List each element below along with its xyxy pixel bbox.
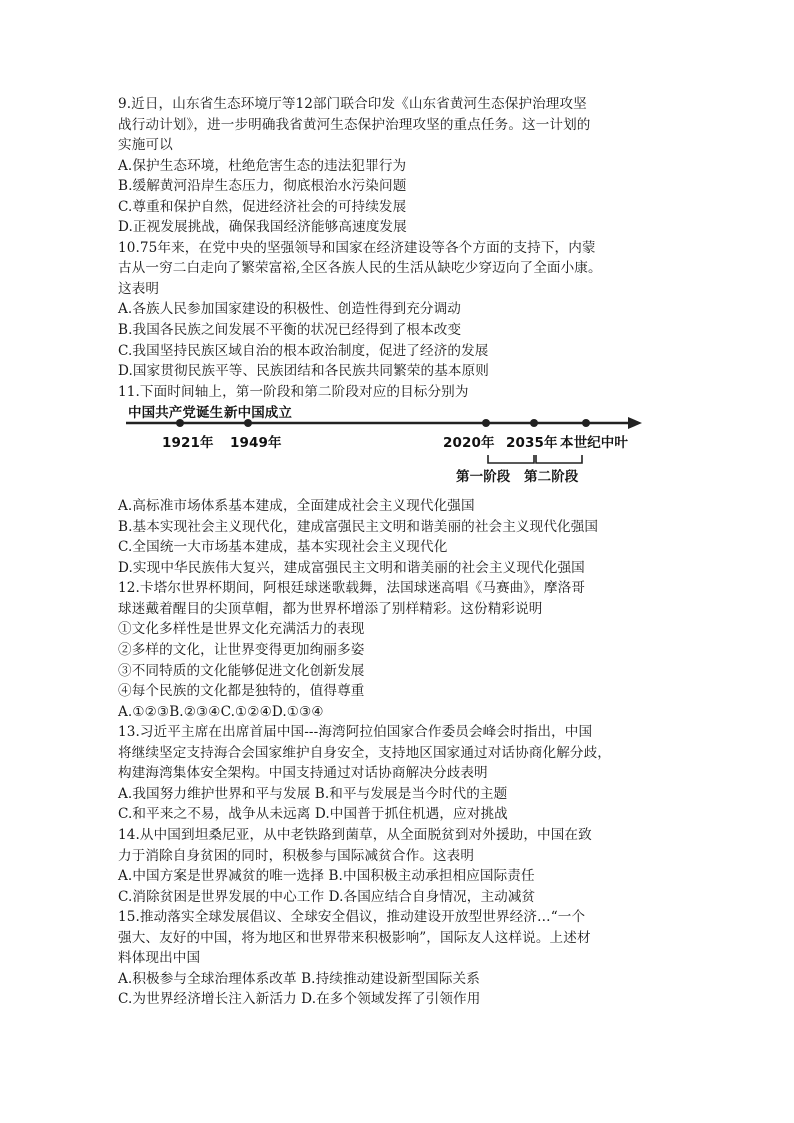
question-stem-line: 14.从中国到坦桑尼亚，从中老铁路到菌草，从全面脱贫到对外援助，中国在致 — [118, 826, 592, 843]
option-a: A.保护生态环境，杜绝危害生态的违法犯罪行为 — [118, 157, 407, 174]
option-d: D.国家贯彻民族平等、民族团结和各民族共同繁荣的基本原则 — [118, 363, 489, 380]
year-1949: 1949年 — [230, 435, 282, 452]
option-a: A.高标准市场体系基本建成，全面建成社会主义现代化强国 — [118, 498, 475, 515]
label-prc-founding: 新中国成立 — [224, 405, 292, 422]
question-10 — [118, 238, 678, 382]
arrow-head-icon — [628, 417, 642, 429]
year-2035: 2035年 — [506, 435, 558, 452]
year-1921: 1921年 — [162, 435, 214, 452]
statement-3: ③不同特质的文化能够促进文化创新发展 — [118, 662, 365, 679]
option-b: B.基本实现社会主义现代化，建成富强民主文明和谐美丽的社会主义现代化强国 — [118, 518, 599, 535]
timeline-dot — [482, 419, 490, 427]
options-line-ab: A.中国方案是世界减贫的唯一选择 B.中国积极主动承担相应国际责任 — [118, 868, 535, 885]
option-b: B.缓解黄河沿岸生态压力，彻底根治水污染问题 — [118, 178, 407, 195]
statement-4: ④每个民族的文化都是独特的，值得尊重 — [118, 683, 365, 700]
option-c: C.全国统一大市场基本建成，基本实现社会主义现代化 — [118, 539, 448, 556]
timeline-figure — [126, 403, 646, 497]
question-stem-line: 战行动计划》，进一步明确我省黄河生态保护治理攻坚的重点任务。这一计划的 — [118, 116, 591, 133]
question-stem-line: 将继续坚定支持海合会国家维护自身安全，支持地区国家通过对话协商化解分歧， — [118, 744, 611, 761]
exam-page — [118, 94, 678, 1010]
question-stem-line: 15.推动落实全球发展倡议、全球安全倡议，推动建设开放型世界经济…“一个 — [118, 909, 586, 926]
stage1-bracket — [488, 455, 534, 463]
options-line-ab: A.积极参与全球治理体系改革 B.持续推动建设新型国际关系 — [118, 970, 480, 987]
option-d: D.正视发展挑战，确保我国经济能够高速度发展 — [118, 219, 407, 236]
options-line-ab: A.我国努力维护世界和平与发展 B.和平与发展是当今时代的主题 — [118, 785, 508, 802]
question-stem-line: 构建海湾集体安全架构。中国支持通过对话协商解决分歧表明 — [118, 765, 488, 782]
question-11 — [118, 382, 678, 579]
question-9 — [118, 94, 678, 238]
question-14 — [118, 825, 678, 907]
timeline-dot — [530, 419, 538, 427]
option-a: A.各族人民参加国家建设的积极性、创造性得到充分调动 — [118, 301, 461, 318]
stage-1-label: 第一阶段 — [456, 469, 511, 486]
question-stem-line: 实施可以 — [118, 137, 173, 154]
question-stem-line: 料体现出中国 — [118, 950, 201, 967]
option-d: D.实现中华民族伟大复兴，建成富强民主文明和谐美丽的社会主义现代化强国 — [118, 559, 585, 576]
stage2-bracket — [536, 455, 582, 463]
label-party-founding: 中国共产党诞生 — [128, 405, 224, 422]
question-stem-line: 强大、友好的中国，将为地区和世界带来积极影响”，国际友人这样说。上述材 — [118, 929, 591, 946]
question-stem-line: 古从一穷二白走向了繁荣富裕,全区各族人民的生活从缺吃少穿迈向了全面小康。 — [118, 260, 602, 277]
question-stem-line: 13.习近平主席在出席首届中国---海湾阿拉伯国家合作委员会峰会时指出，中国 — [118, 724, 593, 741]
question-stem-line: 10.75年来，在党中央的坚强领导和国家在经济建设等各个方面的支持下，内蒙 — [118, 239, 596, 256]
statement-2: ②多样的文化，让世界变得更加绚丽多姿 — [118, 642, 365, 659]
question-stem-line: 9.近日，山东省生态环境厅等12部门联合印发《山东省黄河生态保护治理攻坚 — [118, 96, 587, 112]
year-mid-century: 本世纪中叶 — [560, 435, 628, 452]
question-13 — [118, 722, 678, 825]
question-stem-line: 12.卡塔尔世界杯期间，阿根廷球迷歌载舞，法国球迷高唱《马赛曲》，摩洛哥 — [118, 580, 586, 597]
options-line: A.①②③B.②③④C.①②④D.①③④ — [118, 703, 324, 720]
options-line-cd: C.消除贫困是世界发展的中心工作 D.各国应结合自身情况，主动减贫 — [118, 888, 536, 905]
question-stem-line: 这表明 — [118, 280, 160, 297]
question-stem-line: 11.下面时间轴上，第一阶段和第二阶段对应的目标分别为 — [118, 383, 469, 400]
stage-2-label: 第二阶段 — [524, 469, 579, 486]
statement-1: ①文化多样性是世界文化充满活力的表现 — [118, 621, 365, 638]
question-12 — [118, 578, 678, 722]
timeline-dot — [582, 419, 590, 427]
option-c: C.尊重和保护自然，促进经济社会的可持续发展 — [118, 198, 407, 215]
option-c: C.我国坚持民族区域自治的根本政治制度，促进了经济的发展 — [118, 342, 489, 359]
options-line-cd: C.为世界经济增长注入新活力 D.在多个领域发挥了引领作用 — [118, 991, 481, 1008]
question-15 — [118, 907, 678, 1010]
question-stem-line: 球迷戴着醒目的尖顶草帽，都为世界杯增添了别样精彩。这份精彩说明 — [118, 600, 543, 617]
options-line-cd: C.和平来之不易，战争从未远离 D.中国普于抓住机遇，应对挑战 — [118, 806, 508, 823]
question-stem-line: 力于消除自身贫困的同时，积极参与国际减贫合作。这表明 — [118, 847, 475, 864]
option-b: B.我国各民族之间发展不平衡的状况已经得到了根本改变 — [118, 322, 462, 339]
year-2020: 2020年 — [443, 435, 495, 452]
